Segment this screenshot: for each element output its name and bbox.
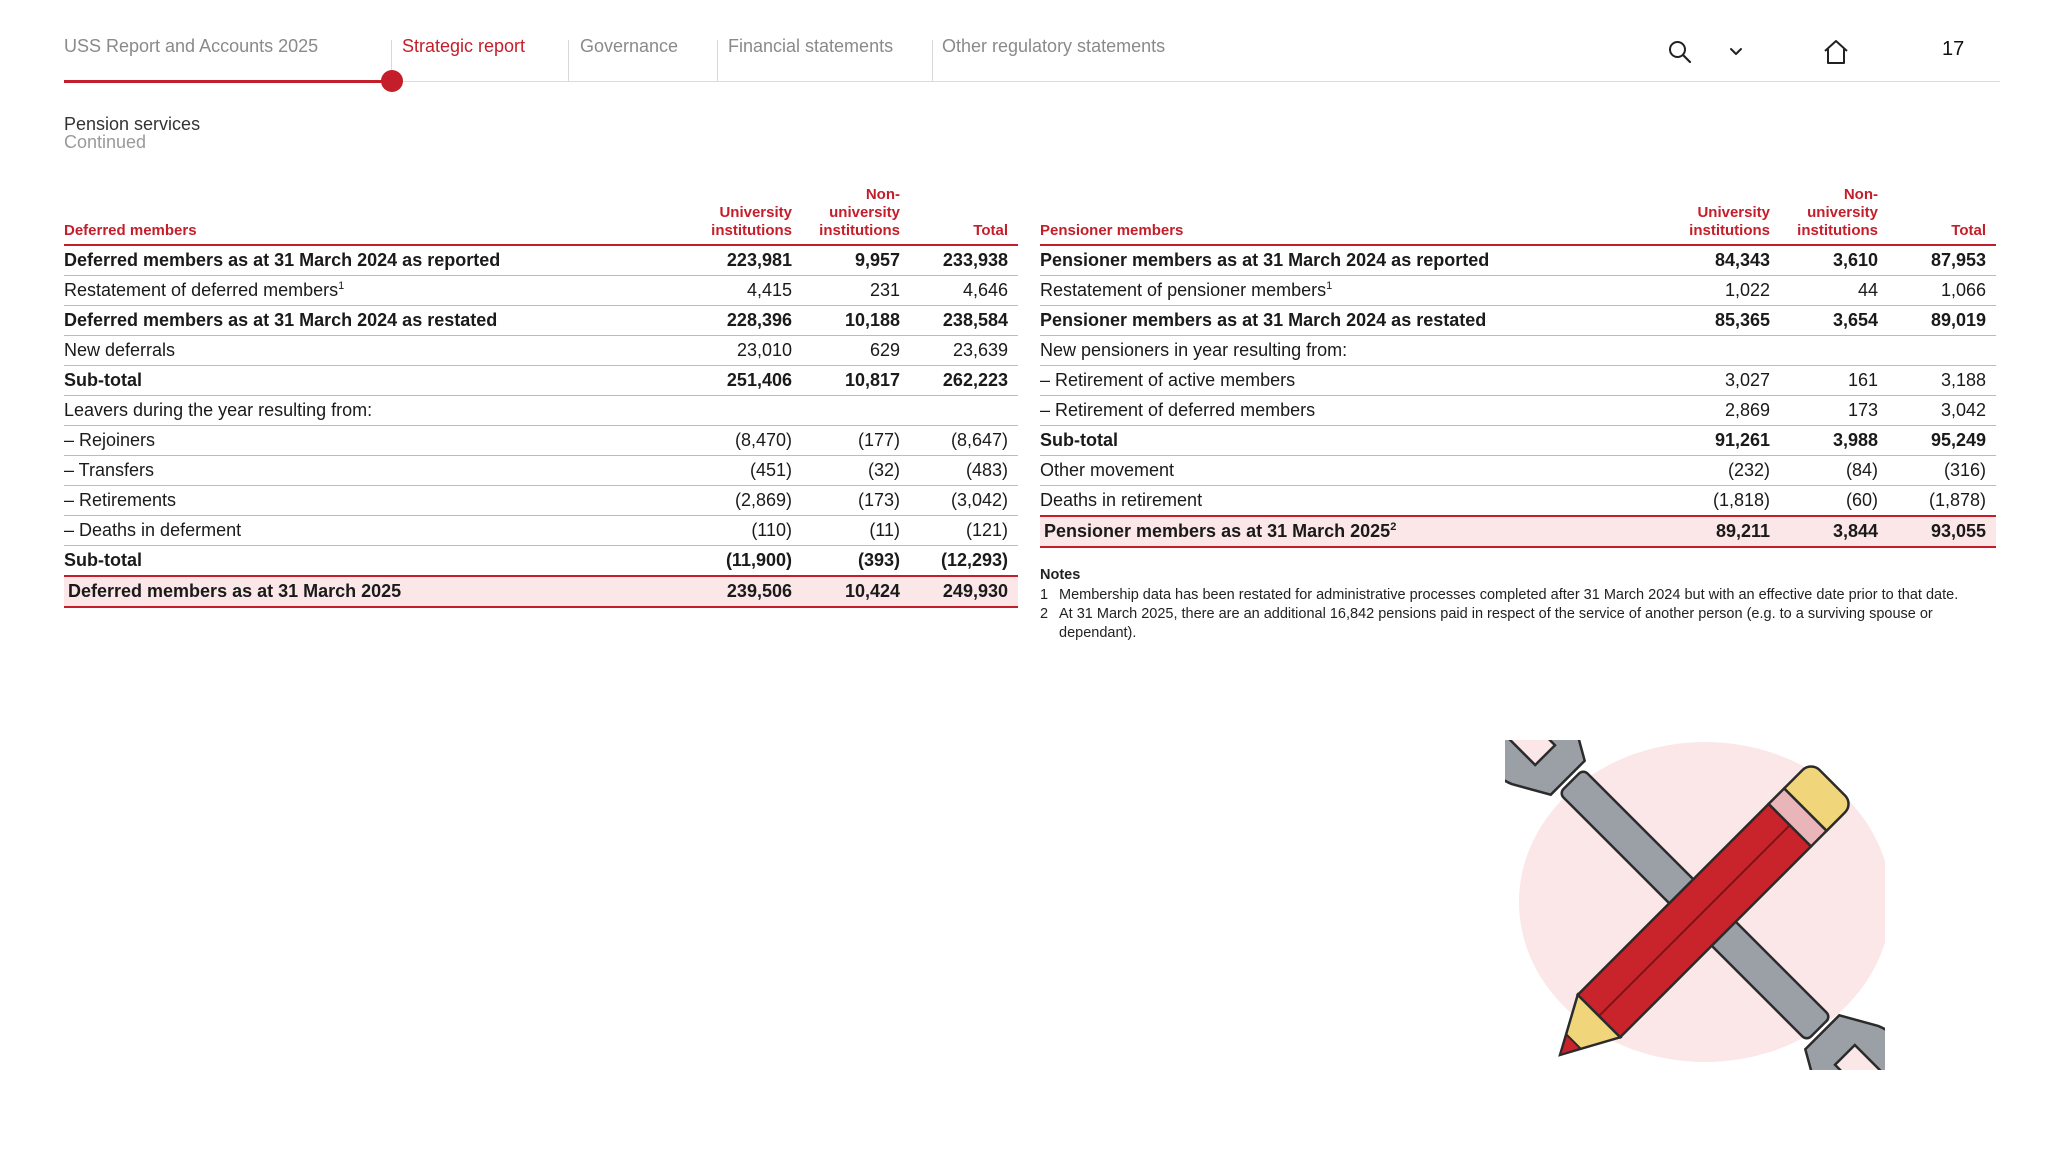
row-label: Deaths in retirement <box>1040 486 1670 517</box>
cell-total: 1,066 <box>1888 276 1996 306</box>
cell-non-university: 3,988 <box>1780 426 1888 456</box>
cell-non-university: 9,957 <box>802 245 910 276</box>
cell-non-university: (60) <box>1780 486 1888 517</box>
cell-university: (1,818) <box>1670 486 1780 517</box>
row-label: New pensioners in year resulting from: <box>1040 336 1670 366</box>
cell-total: 233,938 <box>910 245 1018 276</box>
table-row <box>64 336 1018 366</box>
footnote-ref: 1 <box>338 280 345 292</box>
section-progress-marker <box>381 70 403 92</box>
table-row <box>64 516 1018 546</box>
cell-non-university <box>802 396 910 426</box>
cell-university: (451) <box>692 456 802 486</box>
cell-total: 89,019 <box>1888 306 1996 336</box>
cell-non-university: 161 <box>1780 366 1888 396</box>
column-header-total: Total <box>1951 222 1986 239</box>
cell-university: 3,027 <box>1670 366 1780 396</box>
cell-total: 23,639 <box>910 336 1018 366</box>
section-title: Pension services <box>64 114 201 134</box>
cell-university: (2,869) <box>692 486 802 516</box>
cell-non-university: (393) <box>802 546 910 577</box>
cell-non-university: (11) <box>802 516 910 546</box>
cell-total: 249,930 <box>910 576 1018 607</box>
table-header-row <box>64 186 1018 245</box>
cell-total: (3,042) <box>910 486 1018 516</box>
column-header-non-university: Non- university institutions <box>819 186 900 239</box>
row-label: – Retirements <box>64 486 692 516</box>
note-item <box>1040 605 1980 643</box>
cell-total: 3,042 <box>1888 396 1996 426</box>
table-row <box>64 546 1018 577</box>
nav-divider <box>568 40 569 82</box>
cell-non-university: 173 <box>1780 396 1888 426</box>
notes-title: Notes <box>1040 567 1081 583</box>
row-label: Pensioner members as at 31 March 2024 as restated <box>1040 306 1670 336</box>
column-header-university: University institutions <box>1689 204 1770 239</box>
top-navigation <box>64 0 2000 82</box>
cell-total: 262,223 <box>910 366 1018 396</box>
cell-non-university: 231 <box>802 276 910 306</box>
section-progress-bar <box>64 80 392 83</box>
table-row <box>1040 276 1996 306</box>
tab-governance[interactable]: Governance <box>580 36 679 56</box>
cell-total: (8,647) <box>910 426 1018 456</box>
table-total-row <box>1040 516 1996 547</box>
table-row <box>1040 396 1996 426</box>
cell-total <box>1888 336 1996 366</box>
cell-total: (316) <box>1888 456 1996 486</box>
cell-total: 4,646 <box>910 276 1018 306</box>
cell-university: 251,406 <box>692 366 802 396</box>
cell-university: (232) <box>1670 456 1780 486</box>
table-row <box>1040 306 1996 336</box>
cell-university: 228,396 <box>692 306 802 336</box>
note-item <box>1040 586 1980 605</box>
table-row <box>1040 486 1996 517</box>
note-number: 1 <box>1040 587 1049 603</box>
cell-university: 239,506 <box>692 576 802 607</box>
pensioner-members-table <box>1040 186 1996 548</box>
home-icon[interactable] <box>1820 36 1852 68</box>
cell-university: 84,343 <box>1670 245 1780 276</box>
row-label: – Deaths in deferment <box>64 516 692 546</box>
note-number: 2 <box>1040 606 1049 622</box>
cell-total: (12,293) <box>910 546 1018 577</box>
cell-total: 87,953 <box>1888 245 1996 276</box>
row-label: Other movement <box>1040 456 1670 486</box>
cell-university: 4,415 <box>692 276 802 306</box>
cell-university: 23,010 <box>692 336 802 366</box>
cell-total: 3,188 <box>1888 366 1996 396</box>
column-header-non-university: Non- university institutions <box>1797 186 1878 239</box>
footnote-ref: 2 <box>1390 521 1397 533</box>
row-label: Deferred members as at 31 March 2025 <box>64 576 692 607</box>
section-subtitle: Continued <box>64 132 147 152</box>
cell-non-university: (84) <box>1780 456 1888 486</box>
cell-university: 223,981 <box>692 245 802 276</box>
row-label: Leavers during the year resulting from: <box>64 396 692 426</box>
cell-non-university <box>1780 336 1888 366</box>
page-number: 17 <box>1942 38 1965 60</box>
table-row <box>64 366 1018 396</box>
cell-university <box>692 396 802 426</box>
note-text: Membership data has been restated for administrative processes completed after 31 March 2024 but with an effective date prior to that date. <box>1059 587 1959 603</box>
cell-total: (1,878) <box>1888 486 1996 517</box>
column-header-label: Pensioner members <box>1040 222 1184 239</box>
cell-university: 2,869 <box>1670 396 1780 426</box>
cell-non-university: (32) <box>802 456 910 486</box>
tab-financial-statements[interactable]: Financial statements <box>728 36 894 56</box>
cell-total: 95,249 <box>1888 426 1996 456</box>
table-row <box>1040 366 1996 396</box>
report-title-link[interactable]: USS Report and Accounts 2025 <box>64 36 319 56</box>
table-total-row <box>64 576 1018 607</box>
cell-university: 85,365 <box>1670 306 1780 336</box>
cell-total <box>910 396 1018 426</box>
table-row <box>1040 336 1996 366</box>
row-label: Deferred members as at 31 March 2024 as restated <box>64 306 692 336</box>
row-label: – Rejoiners <box>64 426 692 456</box>
table-row <box>64 426 1018 456</box>
column-header-label: Deferred members <box>64 222 197 239</box>
table-row <box>1040 426 1996 456</box>
cell-university: (110) <box>692 516 802 546</box>
row-label: Sub-total <box>64 366 692 396</box>
cell-university: 89,211 <box>1670 516 1780 547</box>
column-header-university: University institutions <box>711 204 792 239</box>
row-label: – Retirement of deferred members <box>1040 396 1670 426</box>
row-label: Pensioner members as at 31 March 2025$^2$ <box>1040 516 1670 547</box>
cell-total: 238,584 <box>910 306 1018 336</box>
cell-non-university: 10,424 <box>802 576 910 607</box>
row-label: Restatement of deferred members$^1$ <box>64 276 692 306</box>
table-row <box>64 245 1018 276</box>
cell-non-university: 629 <box>802 336 910 366</box>
table-row <box>1040 456 1996 486</box>
chevron-down-icon[interactable] <box>1720 36 1752 68</box>
table-header-row <box>1040 186 1996 245</box>
cell-university: (11,900) <box>692 546 802 577</box>
table-row <box>64 456 1018 486</box>
note-text: At 31 March 2025, there are an additional 16,842 pensions paid in respect of the service of another person (e.g. to a surviving spouse or dependant). <box>1059 606 1933 641</box>
notes <box>1040 566 1980 643</box>
cell-non-university: 3,610 <box>1780 245 1888 276</box>
cell-non-university: 3,844 <box>1780 516 1888 547</box>
cell-total: (121) <box>910 516 1018 546</box>
cell-university: 1,022 <box>1670 276 1780 306</box>
table-row <box>1040 245 1996 276</box>
footnote-ref: 1 <box>1326 280 1333 292</box>
row-label: Restatement of pensioner members$^1$ <box>1040 276 1670 306</box>
row-label: Sub-total <box>1040 426 1670 456</box>
row-label: New deferrals <box>64 336 692 366</box>
cell-university: (8,470) <box>692 426 802 456</box>
cell-university <box>1670 336 1780 366</box>
cell-university: 91,261 <box>1670 426 1780 456</box>
tab-strategic-report[interactable]: Strategic report <box>402 36 526 56</box>
table-row <box>64 306 1018 336</box>
cell-non-university: 3,654 <box>1780 306 1888 336</box>
cell-non-university: 10,188 <box>802 306 910 336</box>
cell-non-university: (173) <box>802 486 910 516</box>
table-row <box>64 396 1018 426</box>
table-row <box>64 276 1018 306</box>
cell-total: (483) <box>910 456 1018 486</box>
deferred-members-table <box>64 186 1018 608</box>
row-label: Sub-total <box>64 546 692 577</box>
cell-non-university: (177) <box>802 426 910 456</box>
cell-non-university: 10,817 <box>802 366 910 396</box>
column-header-total: Total <box>973 222 1008 239</box>
tab-other-regulatory-statements[interactable]: Other regulatory statements <box>942 36 1166 56</box>
nav-divider <box>932 40 933 82</box>
cell-total: 93,055 <box>1888 516 1996 547</box>
row-label: – Transfers <box>64 456 692 486</box>
nav-divider <box>717 40 718 82</box>
row-label: Pensioner members as at 31 March 2024 as reported <box>1040 245 1670 276</box>
search-icon[interactable] <box>1664 36 1696 68</box>
wrench-and-pencil-icon <box>1505 740 1885 1070</box>
cell-non-university: 44 <box>1780 276 1888 306</box>
table-row <box>64 486 1018 516</box>
row-label: – Retirement of active members <box>1040 366 1670 396</box>
row-label: Deferred members as at 31 March 2024 as reported <box>64 245 692 276</box>
